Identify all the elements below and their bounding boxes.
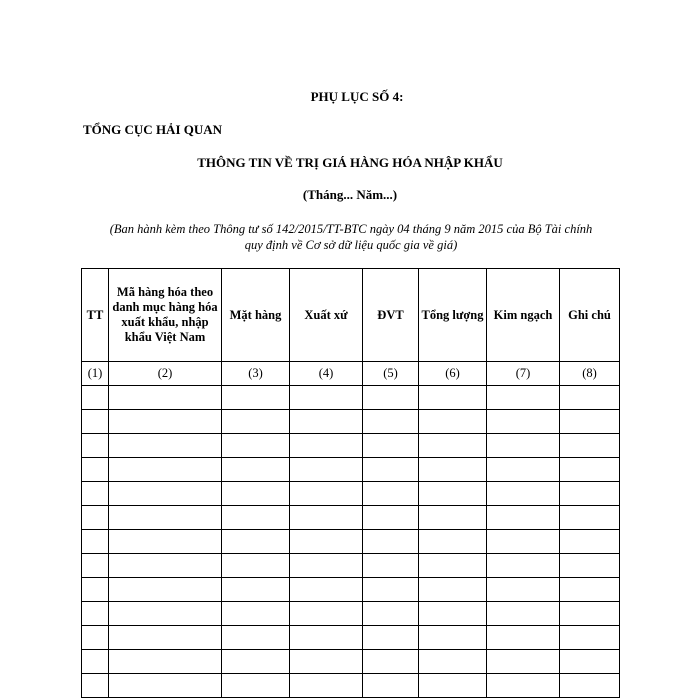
table-row: [82, 530, 620, 554]
table-cell: [82, 506, 109, 530]
table-cell: [290, 554, 363, 578]
table-cell: [82, 386, 109, 410]
table-cell: [290, 530, 363, 554]
table-cell: [222, 530, 290, 554]
column-number: (4): [290, 362, 363, 386]
table-cell: [290, 386, 363, 410]
table-cell: [560, 506, 620, 530]
table-cell: [109, 554, 222, 578]
table-row: [82, 626, 620, 650]
table-cell: [487, 458, 560, 482]
reporting-period: (Tháng... Năm...): [302, 187, 398, 202]
table-cell: [487, 578, 560, 602]
table-cell: [419, 458, 487, 482]
column-header-total-quantity: Tổng lượng: [419, 269, 487, 362]
table-cell: [560, 626, 620, 650]
table-cell: [109, 458, 222, 482]
table-cell: [109, 602, 222, 626]
table-cell: [560, 434, 620, 458]
table-cell: [363, 386, 419, 410]
table-cell: [487, 626, 560, 650]
table-row: [82, 602, 620, 626]
table-cell: [560, 674, 620, 698]
table-cell: [487, 530, 560, 554]
table-cell: [419, 626, 487, 650]
table-cell: [82, 554, 109, 578]
table-cell: [560, 650, 620, 674]
table-cell: [222, 506, 290, 530]
table-cell: [290, 650, 363, 674]
table-cell: [290, 602, 363, 626]
table-cell: [222, 650, 290, 674]
column-number: (6): [419, 362, 487, 386]
import-value-table: [81, 268, 620, 698]
column-number: (2): [109, 362, 222, 386]
table-cell: [419, 602, 487, 626]
table-cell: [82, 410, 109, 434]
table-cell: [109, 434, 222, 458]
table-cell: [222, 674, 290, 698]
column-header-tt: TT: [82, 269, 109, 362]
table-cell: [487, 650, 560, 674]
table-cell: [419, 482, 487, 506]
table-cell: [419, 578, 487, 602]
column-number-row: [82, 362, 620, 386]
table-cell: [109, 410, 222, 434]
table-cell: [222, 482, 290, 506]
table-cell: [82, 626, 109, 650]
table-cell: [419, 530, 487, 554]
table-row: [82, 386, 620, 410]
table-cell: [222, 554, 290, 578]
table-cell: [290, 578, 363, 602]
table-row: [82, 554, 620, 578]
table-cell: [487, 434, 560, 458]
table-cell: [109, 482, 222, 506]
table-cell: [109, 578, 222, 602]
table-cell: [290, 410, 363, 434]
table-cell: [363, 506, 419, 530]
table-cell: [419, 434, 487, 458]
agency-name: TỔNG CỤC HẢI QUAN: [83, 122, 223, 137]
table-cell: [560, 554, 620, 578]
table-cell: [222, 626, 290, 650]
table-cell: [222, 434, 290, 458]
table-cell: [419, 410, 487, 434]
table-cell: [560, 458, 620, 482]
table-cell: [222, 410, 290, 434]
table-cell: [419, 674, 487, 698]
table-header-row: [82, 269, 620, 362]
table-cell: [109, 530, 222, 554]
document-title: THÔNG TIN VỀ TRỊ GIÁ HÀNG HÓA NHẬP KHẨU: [197, 155, 503, 170]
table-cell: [560, 386, 620, 410]
column-number: (7): [487, 362, 560, 386]
table-cell: [487, 674, 560, 698]
table-cell: [82, 650, 109, 674]
table-cell: [419, 506, 487, 530]
table-cell: [222, 602, 290, 626]
table-cell: [290, 458, 363, 482]
table-cell: [82, 530, 109, 554]
table-cell: [82, 674, 109, 698]
table-cell: [82, 434, 109, 458]
column-number: (8): [560, 362, 620, 386]
column-header-turnover: Kim ngạch: [487, 269, 560, 362]
table-cell: [560, 602, 620, 626]
column-header-goods: Mặt hàng: [222, 269, 290, 362]
column-number: (1): [82, 362, 109, 386]
table-cell: [363, 578, 419, 602]
table-cell: [419, 386, 487, 410]
column-header-origin: Xuất xứ: [290, 269, 363, 362]
table-cell: [363, 554, 419, 578]
table-cell: [363, 410, 419, 434]
table-cell: [363, 434, 419, 458]
table-cell: [82, 602, 109, 626]
table-cell: [109, 650, 222, 674]
column-header-notes: Ghi chú: [560, 269, 620, 362]
issuance-note-line-1: (Ban hành kèm theo Thông tư số 142/2015/TT-BTC ngày 04 tháng 9 năm 2015 của Bộ Tài chính: [109, 222, 593, 236]
table-row: [82, 482, 620, 506]
table-cell: [109, 674, 222, 698]
table-cell: [560, 530, 620, 554]
table-row: [82, 578, 620, 602]
table-cell: [363, 482, 419, 506]
table-cell: [109, 626, 222, 650]
issuance-note: [80, 221, 622, 253]
table-row: [82, 650, 620, 674]
issuance-note-line-2: quy định về Cơ sở dữ liệu quốc gia về giá): [244, 238, 458, 252]
column-number: (3): [222, 362, 290, 386]
table-cell: [109, 386, 222, 410]
column-number: (5): [363, 362, 419, 386]
table-cell: [222, 386, 290, 410]
table-cell: [82, 458, 109, 482]
table-cell: [419, 650, 487, 674]
table-cell: [290, 506, 363, 530]
table-cell: [560, 578, 620, 602]
appendix-label: PHỤ LỤC SỐ 4:: [310, 89, 404, 104]
table-cell: [560, 410, 620, 434]
table-cell: [109, 506, 222, 530]
table-cell: [363, 650, 419, 674]
table-cell: [222, 578, 290, 602]
table-row: [82, 458, 620, 482]
table-row: [82, 674, 620, 698]
column-header-unit: ĐVT: [363, 269, 419, 362]
table-cell: [363, 626, 419, 650]
table-row: [82, 410, 620, 434]
table-cell: [82, 578, 109, 602]
table-cell: [363, 602, 419, 626]
table-row: [82, 434, 620, 458]
table-cell: [363, 530, 419, 554]
table-cell: [560, 482, 620, 506]
table-cell: [487, 506, 560, 530]
table-cell: [363, 674, 419, 698]
table-cell: [487, 602, 560, 626]
table-cell: [82, 482, 109, 506]
table-cell: [290, 434, 363, 458]
table-cell: [419, 554, 487, 578]
table-cell: [363, 458, 419, 482]
table-cell: [487, 410, 560, 434]
table-cell: [290, 674, 363, 698]
table-row: [82, 506, 620, 530]
table-cell: [222, 458, 290, 482]
table-cell: [487, 482, 560, 506]
column-header-hs-code: Mã hàng hóa theo danh mục hàng hóa xuất khẩu, nhập khẩu Việt Nam: [109, 269, 222, 362]
table-cell: [487, 554, 560, 578]
table-cell: [487, 386, 560, 410]
table-cell: [290, 482, 363, 506]
table-cell: [290, 626, 363, 650]
